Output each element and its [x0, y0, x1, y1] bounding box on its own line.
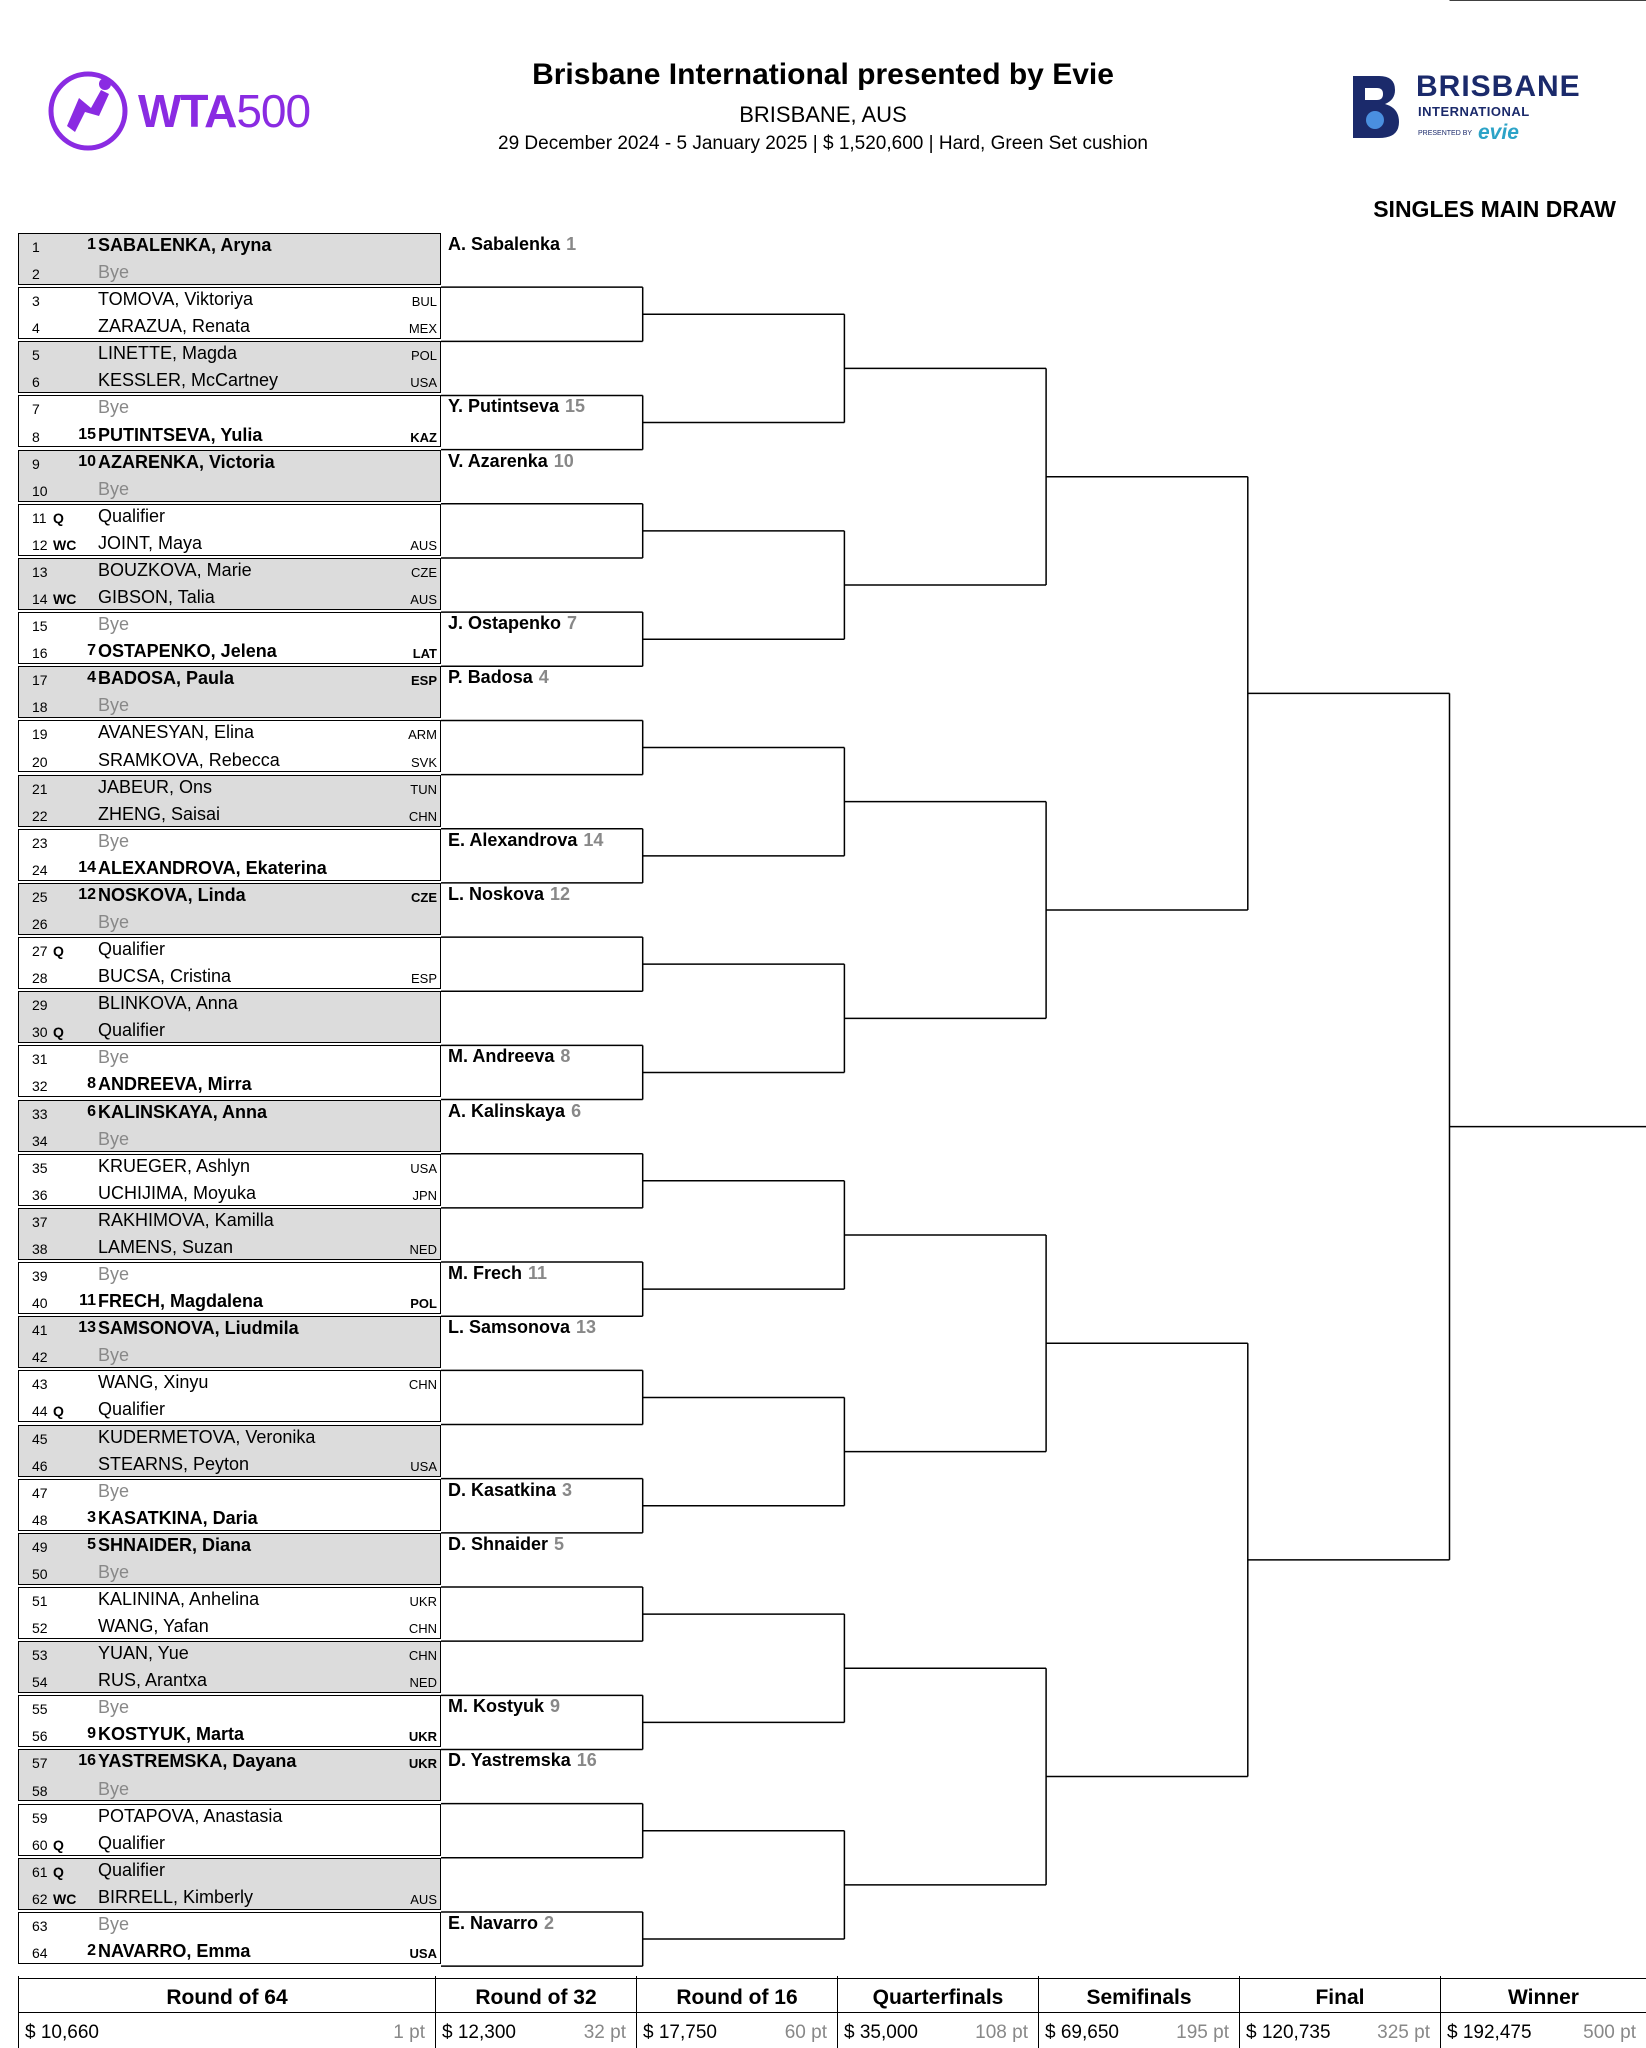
player-name: KALINSKAYA, Anna: [98, 1101, 268, 1122]
player-name: WANG, Xinyu: [98, 1372, 209, 1393]
entry-tag: Q: [53, 1024, 64, 1041]
draw-position: 36: [32, 1186, 48, 1203]
draw-label: SINGLES MAIN DRAW: [1373, 196, 1616, 222]
player-nationality: AUS: [410, 1891, 437, 1907]
draw-position: 41: [32, 1322, 48, 1339]
wta-logo-wordmark: WTA500: [138, 85, 311, 137]
r32-player-name: J. Ostapenko: [448, 613, 562, 634]
player-name: Bye: [98, 912, 130, 932]
player-name: JOINT, Maya: [98, 532, 203, 553]
player-name: Bye: [98, 1345, 130, 1366]
prize-column: [1440, 1976, 1646, 2048]
draw-position: 12: [32, 536, 48, 553]
prize-round-label: Quarterfinals: [872, 1986, 1004, 2009]
player-name: SHNAIDER, Diana: [98, 1534, 252, 1555]
draw-position: 32: [32, 1078, 48, 1095]
player-name: ZHENG, Saisai: [98, 803, 221, 824]
draw-position: 42: [32, 1349, 48, 1366]
draw-position: 11: [32, 509, 47, 526]
r32-player-name: E. Alexandrova: [448, 829, 578, 850]
r32-seed: 2: [544, 1912, 555, 1933]
player-name: Bye: [98, 1697, 130, 1718]
player-name: ANDREEVA, Mirra: [98, 1074, 252, 1095]
seed-number: 7: [87, 642, 96, 660]
brand-presented-by: PRESENTED BY: [1418, 130, 1473, 137]
player-name: LAMENS, Suzan: [98, 1236, 234, 1257]
player-nationality: ESP: [410, 971, 437, 987]
r32-player-name: D. Shnaider: [448, 1533, 549, 1554]
player-name: WANG, Yafan: [98, 1616, 209, 1637]
player-name: YUAN, Yue: [98, 1643, 189, 1664]
player-nationality: CHN: [408, 808, 437, 824]
r32-seed: 8: [560, 1046, 571, 1067]
brand-sub: INTERNATIONAL: [1418, 104, 1530, 119]
player-nationality: CHN: [408, 1377, 437, 1393]
prize-column: [636, 1976, 837, 2048]
draw-position: 37: [32, 1213, 48, 1230]
draw-position: 3: [32, 293, 40, 310]
r32-player-name: M. Andreeva: [448, 1046, 555, 1067]
player-name: Qualifier: [98, 1020, 166, 1041]
draw-position: 51: [32, 1593, 48, 1609]
player-name: SRAMKOVA, Rebecca: [98, 749, 280, 770]
draw-position: 25: [32, 888, 48, 905]
player-nationality: USA: [410, 1160, 437, 1176]
draw-position: 59: [32, 1809, 48, 1826]
player-name: KALININA, Anhelina: [98, 1589, 260, 1609]
player-name: KUDERMETOVA, Veronika: [98, 1426, 316, 1447]
player-name: Bye: [98, 397, 130, 418]
page-title: Brisbane International presented by Evie: [532, 58, 1114, 91]
r32-player-name: D. Kasatkina: [448, 1479, 557, 1500]
player-name: BUCSA, Cristina: [98, 966, 232, 987]
player-name: Qualifier: [98, 1399, 166, 1420]
draw-position: 31: [32, 1051, 48, 1068]
draw-position: 45: [32, 1430, 48, 1447]
player-nationality: SVK: [410, 754, 437, 770]
draw-position: 17: [32, 672, 48, 689]
draw-position: 30: [32, 1024, 48, 1041]
r32-player-name: M. Kostyuk: [448, 1696, 545, 1717]
draw-position: 49: [32, 1538, 48, 1555]
draw-position: 33: [32, 1105, 48, 1122]
r32-seed: 15: [565, 396, 586, 417]
draw-position: 9: [32, 455, 40, 472]
draw-position: 58: [32, 1782, 48, 1799]
player-name: BIRRELL, Kimberly: [98, 1886, 254, 1907]
prize-money: $ 69,650: [1045, 2022, 1119, 2043]
player-nationality: AUS: [410, 537, 437, 553]
draw-position: 19: [32, 726, 48, 743]
player-nationality: ESP: [410, 673, 437, 689]
player-name: NOSKOVA, Linda: [98, 884, 246, 905]
r32-player-name: P. Badosa: [448, 667, 533, 688]
player-nationality: CZE: [411, 889, 437, 905]
draw-position: 22: [32, 807, 48, 824]
prize-money: $ 12,300: [442, 2022, 516, 2043]
r32-seed: 7: [567, 613, 578, 634]
draw-position: 56: [32, 1728, 48, 1745]
r32-seed: 16: [576, 1750, 597, 1771]
brand-name: BRISBANE: [1416, 70, 1581, 103]
draw-position: 4: [32, 320, 40, 337]
player-nationality: KAZ: [410, 429, 437, 445]
r32-player-name: A. Kalinskaya: [448, 1100, 566, 1121]
player-name: TOMOVA, Viktoriya: [98, 289, 254, 310]
draw-position: 46: [32, 1457, 48, 1474]
player-nationality: CHN: [408, 1648, 437, 1664]
r32-player-name: M. Frech: [448, 1263, 523, 1284]
entry-tag: Q: [53, 1863, 64, 1880]
seed-number: 13: [78, 1319, 96, 1337]
player-nationality: CZE: [411, 564, 437, 580]
draw-position: 52: [32, 1620, 48, 1637]
r32-player-name: E. Navarro: [448, 1912, 539, 1933]
draw-position: 16: [32, 645, 48, 662]
draw-position: 61: [32, 1863, 48, 1880]
r32-seed: 5: [554, 1533, 565, 1554]
player-nationality: USA: [410, 1458, 437, 1474]
r32-seed: 12: [550, 883, 571, 904]
player-name: Bye: [98, 478, 130, 499]
player-name: Bye: [98, 1561, 130, 1582]
player-name: GIBSON, Talia: [98, 587, 215, 608]
prize-money: $ 192,475: [1447, 2022, 1532, 2043]
player-nationality: LAT: [412, 646, 437, 662]
prize-points: 1 pt: [393, 2022, 425, 2043]
player-name: LINETTE, Magda: [98, 343, 238, 364]
player-name: RUS, Arantxa: [98, 1670, 208, 1691]
player-name: Bye: [98, 1128, 130, 1149]
seed-number: 3: [87, 1508, 96, 1526]
prize-column: [435, 1976, 636, 2048]
prize-points: 500 pt: [1583, 2022, 1636, 2043]
seed-number: 11: [79, 1292, 96, 1310]
r32-seed: 9: [550, 1696, 561, 1717]
draw-position: 1: [32, 239, 40, 255]
player-name: BOUZKOVA, Marie: [98, 559, 252, 580]
prize-round-label: Round of 16: [676, 1986, 798, 2009]
prize-money: $ 120,735: [1246, 2022, 1331, 2043]
player-name: ALEXANDROVA, Ekaterina: [98, 857, 327, 878]
prize-points: 108 pt: [975, 2022, 1028, 2043]
player-name: KRUEGER, Ashlyn: [98, 1155, 251, 1176]
prize-money: $ 10,660: [25, 2022, 99, 2043]
player-name: JABEUR, Ons: [98, 776, 213, 797]
player-name: AZARENKA, Victoria: [98, 451, 275, 472]
player-nationality: UKR: [408, 1756, 437, 1772]
draw-position: 20: [32, 753, 48, 770]
player-nationality: UKR: [409, 1594, 437, 1609]
seed-number: 6: [87, 1102, 96, 1120]
player-name: SABALENKA, Aryna: [98, 235, 272, 255]
entry-tag: WC: [53, 1890, 77, 1907]
player-name: Qualifier: [98, 1859, 166, 1880]
player-name: KASATKINA, Daria: [98, 1507, 258, 1528]
draw-position: 64: [32, 1945, 48, 1962]
draw-position: 63: [32, 1917, 48, 1934]
prize-round-label: Final: [1315, 1986, 1365, 2009]
r32-seed: 10: [553, 450, 574, 471]
draw-position: 8: [32, 428, 40, 445]
player-name: OSTAPENKO, Jelena: [98, 641, 277, 662]
prize-money-table: [18, 1976, 1646, 2048]
draw-position: 29: [32, 997, 48, 1014]
player-name: Bye: [98, 1913, 130, 1934]
player-nationality: ARM: [408, 727, 437, 743]
r32-player-name: L. Noskova: [448, 883, 545, 904]
entry-tag: Q: [53, 1403, 64, 1420]
draw-position: 26: [32, 916, 48, 932]
sponsor-logo: evie: [1478, 121, 1519, 144]
seed-number: 1: [87, 236, 96, 253]
prize-round-label: Round of 32: [475, 1986, 597, 2009]
player-nationality: TUN: [410, 781, 437, 797]
player-name: Bye: [98, 262, 130, 283]
player-name: KOSTYUK, Marta: [98, 1724, 245, 1745]
player-nationality: JPN: [412, 1187, 437, 1203]
player-name: Bye: [98, 1480, 130, 1501]
prize-points: 195 pt: [1176, 2022, 1229, 2043]
player-name: Bye: [98, 830, 130, 851]
prize-column: [18, 1976, 435, 2048]
player-name: Qualifier: [98, 939, 166, 960]
seed-number: 10: [78, 452, 96, 470]
player-name: NAVARRO, Emma: [98, 1941, 251, 1962]
draw-position: 14: [32, 591, 48, 608]
player-name: Qualifier: [98, 1832, 166, 1853]
draw-position: 62: [32, 1890, 48, 1907]
player-name: STEARNS, Peyton: [98, 1453, 250, 1474]
entry-tag: Q: [53, 509, 64, 526]
draw-position: 2: [32, 266, 40, 283]
player-name: Bye: [98, 695, 130, 716]
draw-position: 60: [32, 1836, 48, 1853]
player-nationality: AUS: [410, 592, 437, 608]
player-name: AVANESYAN, Elina: [98, 722, 255, 743]
draw-position: 44: [32, 1403, 48, 1420]
prize-round-label: Winner: [1508, 1986, 1579, 2009]
player-nationality: POL: [410, 1296, 437, 1312]
draw-position: 27: [32, 943, 48, 960]
player-nationality: BUL: [411, 294, 437, 310]
r32-player-name: L. Samsonova: [448, 1317, 571, 1338]
seed-number: 15: [78, 425, 96, 443]
player-name: FRECH, Magdalena: [98, 1291, 264, 1312]
entry-tag: Q: [53, 943, 64, 960]
draw-position: 57: [32, 1755, 48, 1772]
player-nationality: NED: [409, 1675, 437, 1691]
prize-column: [1038, 1976, 1239, 2048]
draw-position: 55: [32, 1701, 48, 1718]
draw-position: 24: [32, 861, 48, 878]
prize-money: $ 35,000: [844, 2022, 918, 2043]
seed-number: 16: [78, 1752, 96, 1770]
player-name: Bye: [98, 1264, 130, 1285]
seed-number: 12: [78, 885, 96, 903]
draw-position: 35: [32, 1159, 48, 1176]
r32-player-name: D. Yastremska: [448, 1750, 571, 1771]
seed-number: 9: [87, 1725, 96, 1743]
draw-position: 7: [32, 401, 40, 418]
draw-position: 15: [32, 618, 48, 635]
draw-position: 34: [32, 1132, 48, 1149]
r32-seed: 13: [576, 1317, 597, 1338]
player-nationality: USA: [409, 1946, 437, 1962]
prize-round-label: Semifinals: [1086, 1986, 1192, 2009]
player-name: Bye: [98, 1778, 130, 1799]
player-nationality: CHN: [408, 1621, 437, 1637]
r32-seed: 6: [571, 1100, 582, 1121]
player-nationality: POL: [410, 348, 437, 364]
draw-position: 47: [32, 1484, 48, 1501]
draw-position: 48: [32, 1511, 48, 1528]
draw-position: 5: [32, 347, 40, 364]
player-name: KESSLER, McCartney: [98, 370, 279, 391]
player-name: Bye: [98, 1047, 130, 1068]
player-nationality: USA: [410, 375, 437, 391]
draw-position: 39: [32, 1268, 48, 1285]
player-name: Qualifier: [98, 505, 166, 526]
seed-number: 2: [87, 1942, 96, 1960]
player-name: SAMSONOVA, Liudmila: [98, 1318, 299, 1339]
draw-position: 40: [32, 1295, 48, 1312]
seed-number: 4: [87, 669, 96, 687]
draw-position: 6: [32, 374, 40, 391]
r32-seed: 3: [562, 1479, 573, 1500]
tournament-location: BRISBANE, AUS: [739, 102, 907, 127]
draw-position: 38: [32, 1240, 48, 1257]
prize-column: [1239, 1976, 1440, 2048]
entry-tag: Q: [53, 1836, 64, 1853]
player-nationality: UKR: [408, 1729, 437, 1745]
player-name: BADOSA, Paula: [98, 668, 235, 689]
entry-tag: WC: [53, 536, 77, 553]
draw-position: 50: [32, 1565, 48, 1582]
draw-position: 18: [32, 699, 48, 716]
prize-column: [837, 1976, 1038, 2048]
draw-position: 10: [32, 482, 48, 499]
player-nationality: NED: [409, 1241, 437, 1257]
r32-seed: 11: [528, 1263, 548, 1284]
r32-seed: 4: [538, 667, 549, 688]
seed-number: 8: [87, 1075, 96, 1093]
r32-seed: 14: [583, 829, 604, 850]
player-name: BLINKOVA, Anna: [98, 993, 238, 1014]
prize-round-label: Round of 64: [166, 1986, 288, 2009]
player-nationality: MEX: [408, 321, 437, 337]
player-name: UCHIJIMA, Moyuka: [98, 1182, 257, 1203]
prize-points: 32 pt: [583, 2022, 626, 2043]
draw-position: 28: [32, 970, 48, 987]
player-name: YASTREMSKA, Dayana: [98, 1751, 297, 1772]
prize-money: $ 17,750: [643, 2022, 717, 2043]
player-name: POTAPOVA, Anastasia: [98, 1805, 283, 1826]
prize-points: 325 pt: [1377, 2022, 1430, 2043]
draw-position: 23: [32, 834, 48, 851]
entry-tag: WC: [53, 591, 77, 608]
player-name: ZARAZUA, Renata: [98, 316, 251, 337]
prize-points: 60 pt: [784, 2022, 827, 2043]
draw-position: 53: [32, 1647, 48, 1664]
tournament-info: 29 December 2024 - 5 January 2025 | $ 1,520,600 | Hard, Green Set cushion: [498, 133, 1148, 154]
r32-seed: 1: [566, 234, 577, 254]
draw-position: 13: [32, 563, 48, 580]
draw-position: 43: [32, 1376, 48, 1393]
r32-player-name: Y. Putintseva: [448, 396, 560, 417]
r32-player-name: V. Azarenka: [448, 450, 548, 471]
r32-player-name: A. Sabalenka: [448, 234, 561, 254]
draw-position: 54: [32, 1674, 48, 1691]
draw-position: 21: [32, 780, 48, 797]
seed-number: 14: [78, 858, 96, 876]
player-name: Bye: [98, 614, 130, 635]
player-name: RAKHIMOVA, Kamilla: [98, 1209, 274, 1230]
seed-number: 5: [87, 1535, 96, 1553]
player-name: PUTINTSEVA, Yulia: [98, 424, 263, 445]
